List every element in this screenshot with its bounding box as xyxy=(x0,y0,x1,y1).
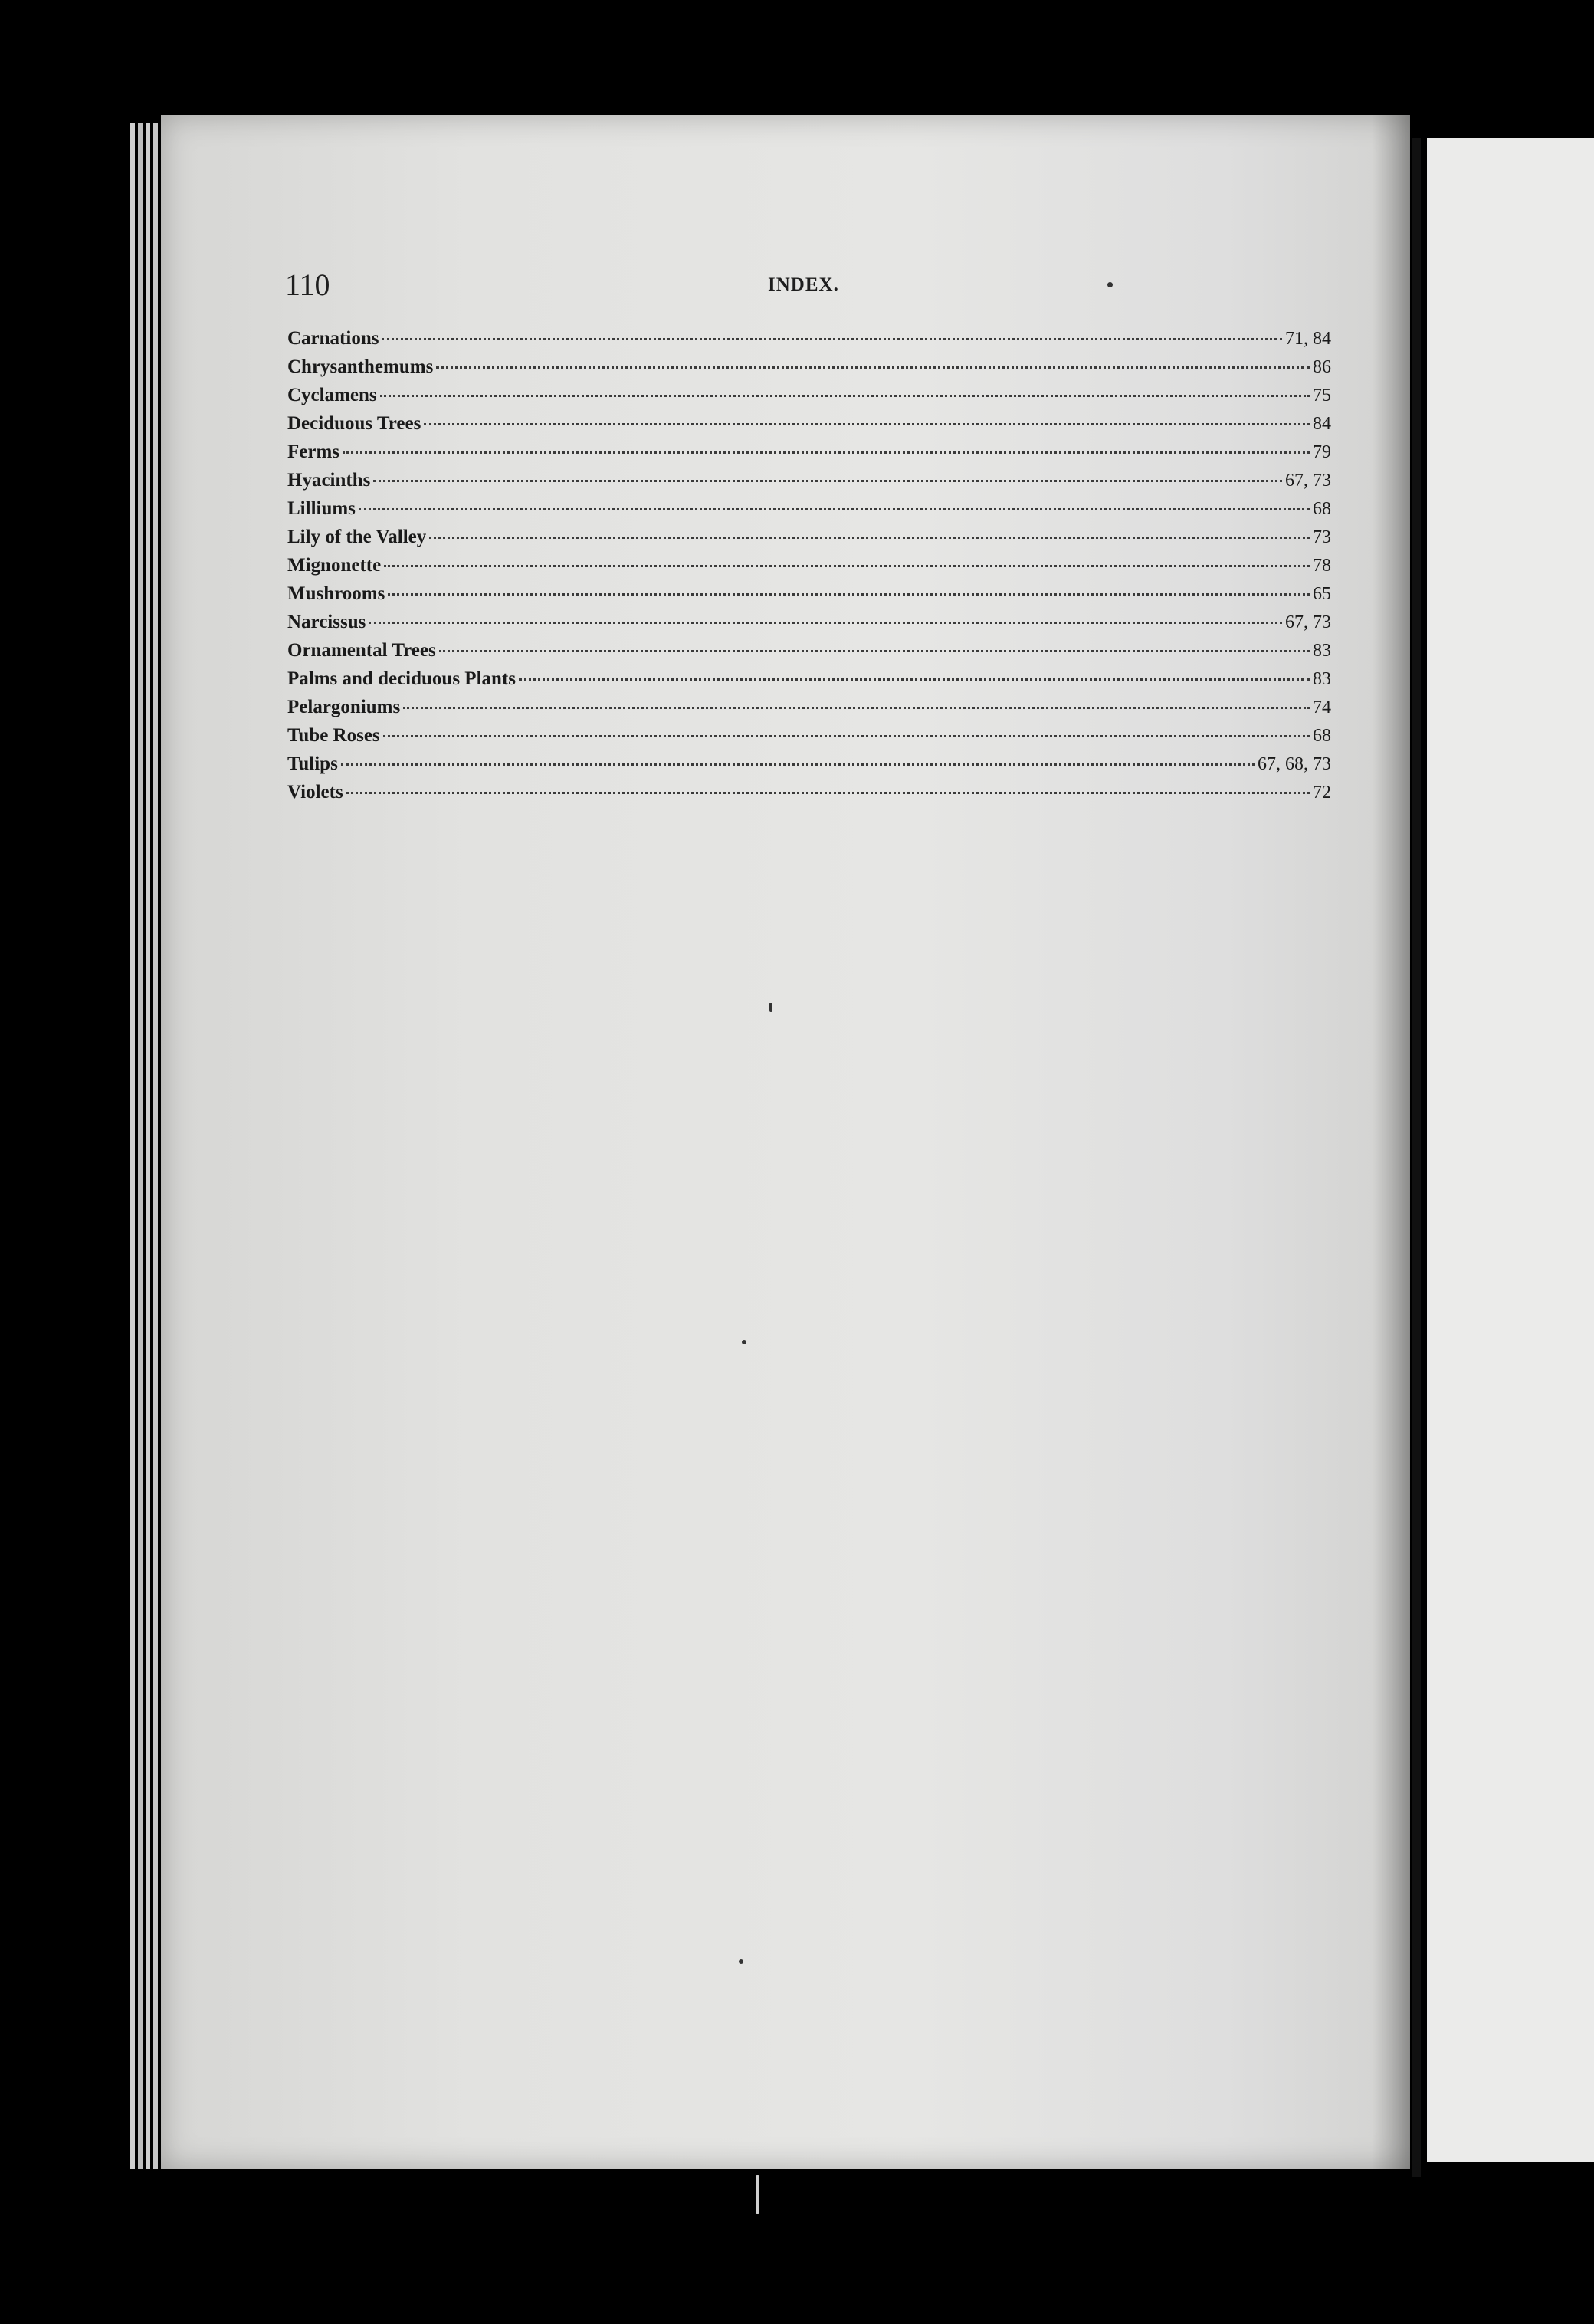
index-entry xyxy=(287,441,1331,470)
index-pages: 84 xyxy=(1313,414,1331,434)
print-speck xyxy=(756,2175,759,2214)
index-term: Lilliums xyxy=(287,498,356,519)
index-term: Hyacinths xyxy=(287,470,371,491)
index-entry xyxy=(287,782,1331,810)
index-entry xyxy=(287,668,1331,697)
book-gutter xyxy=(1412,138,1421,2177)
index-pages: 72 xyxy=(1313,783,1331,803)
dot-leader xyxy=(388,593,1310,596)
index-entry xyxy=(287,356,1331,385)
dot-leader xyxy=(373,480,1282,482)
index-entry xyxy=(287,753,1331,782)
index-term: Palms and deciduous Plants xyxy=(287,668,516,689)
print-speck xyxy=(739,1959,743,1964)
dot-leader xyxy=(519,678,1310,681)
index-pages: 68 xyxy=(1313,499,1331,519)
running-head: INDEX. xyxy=(768,274,839,295)
index-term: Ornamental Trees xyxy=(287,640,436,661)
index-pages: 67, 68, 73 xyxy=(1258,754,1331,774)
index-entry xyxy=(287,385,1331,413)
page-header xyxy=(285,267,1343,305)
index-term: Lily of the Valley xyxy=(287,527,427,547)
dot-leader xyxy=(382,338,1282,340)
dot-leader xyxy=(439,650,1310,652)
page-edge xyxy=(130,123,135,2169)
index-pages: 83 xyxy=(1313,669,1331,689)
index-entry xyxy=(287,640,1331,668)
index-entry xyxy=(287,413,1331,441)
dot-leader xyxy=(359,508,1310,510)
dot-leader xyxy=(380,395,1310,397)
index-pages: 65 xyxy=(1313,584,1331,604)
index-term: Tube Roses xyxy=(287,725,380,746)
page-edge xyxy=(153,123,158,2169)
dot-leader xyxy=(436,366,1310,369)
page-number: 110 xyxy=(285,268,330,302)
index-term: Cyclamens xyxy=(287,385,377,405)
index-pages: 67, 73 xyxy=(1285,471,1331,491)
index-list xyxy=(287,328,1331,810)
dot-leader xyxy=(383,735,1310,737)
facing-page xyxy=(1427,138,1594,2162)
index-pages: 79 xyxy=(1313,442,1331,462)
index-pages: 75 xyxy=(1313,386,1331,405)
dot-leader xyxy=(429,537,1310,539)
index-pages: 71, 84 xyxy=(1285,329,1331,349)
dot-leader xyxy=(384,565,1310,567)
index-term: Chrysanthemums xyxy=(287,356,434,377)
dot-leader xyxy=(424,423,1310,425)
index-entry xyxy=(287,583,1331,612)
index-pages: 83 xyxy=(1313,641,1331,661)
index-term: Pelargoniums xyxy=(287,697,401,717)
dot-leader xyxy=(369,622,1282,624)
index-entry xyxy=(287,555,1331,583)
index-term: Tulips xyxy=(287,753,338,774)
dot-leader xyxy=(341,763,1255,766)
dot-leader xyxy=(346,792,1310,794)
index-term: Mushrooms xyxy=(287,583,385,604)
index-term: Mignonette xyxy=(287,555,382,576)
index-term: Carnations xyxy=(287,328,379,349)
index-pages: 68 xyxy=(1313,726,1331,746)
print-speck xyxy=(742,1340,746,1344)
index-term: Deciduous Trees xyxy=(287,413,421,434)
index-entry xyxy=(287,527,1331,555)
index-term: Violets xyxy=(287,782,343,803)
index-term: Narcissus xyxy=(287,612,366,632)
page-edge xyxy=(146,123,150,2169)
dot-leader xyxy=(403,707,1310,709)
print-speck xyxy=(1107,282,1113,287)
index-pages: 78 xyxy=(1313,556,1331,576)
index-entry xyxy=(287,498,1331,527)
index-pages: 67, 73 xyxy=(1285,612,1331,632)
index-entry xyxy=(287,725,1331,753)
page-edge xyxy=(138,123,143,2169)
gutter-shadow xyxy=(1372,115,1410,2169)
index-entry xyxy=(287,697,1331,725)
index-entry xyxy=(287,612,1331,640)
index-pages: 74 xyxy=(1313,698,1331,717)
index-pages: 86 xyxy=(1313,357,1331,377)
index-entry xyxy=(287,328,1331,356)
index-entry xyxy=(287,470,1331,498)
dot-leader xyxy=(343,451,1310,454)
print-speck xyxy=(769,1003,772,1012)
index-pages: 73 xyxy=(1313,527,1331,547)
index-term: Ferms xyxy=(287,441,340,462)
